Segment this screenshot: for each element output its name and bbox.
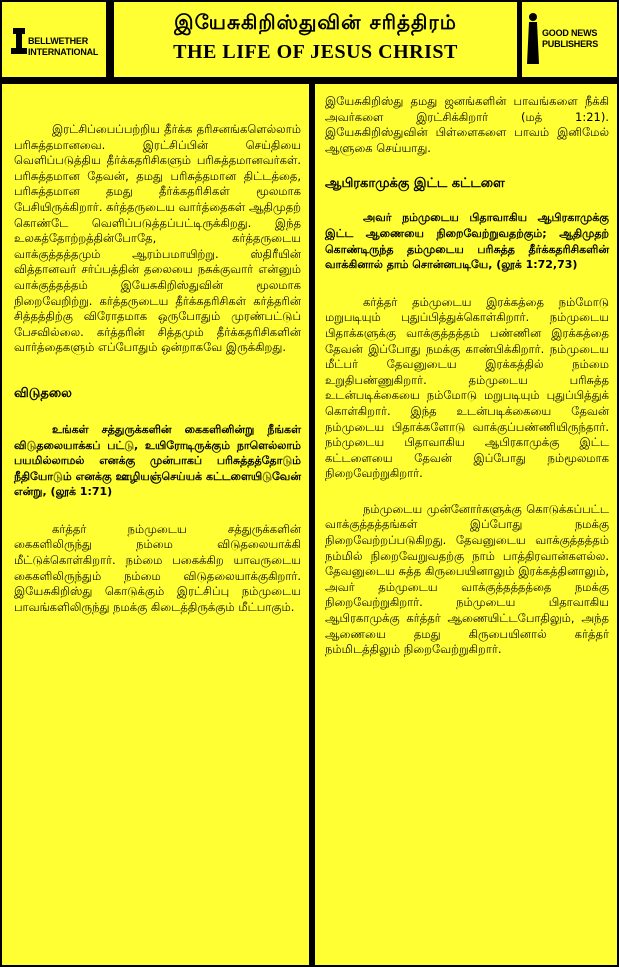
logo-left-line1: BELLWETHER [28,36,88,46]
good-news-logo [522,2,617,77]
right-column [315,84,617,965]
promises-paragraph: நம்முடைய முன்னோர்களுக்கு கொடுக்கப்பட்ட வாக்குத்தத்தங்கள் இப்போது நமக்கு நிறைவேற்றப்படுகிறது. தேவனுடைய வாக்குத்தத்தம் நம்மில் நிறைவேறுவதற்கு நாம் பாத்திரவான்களல்ல. தேவனுடைய சுத்த கிருபையினாலும் இரக்கத்தினாலும், அவர் தம்முடைய வாக்குத்தத்தத்தை நமக்கு நிறைவேற்றுகிறார். நம்முடைய பிதாவாகிய ஆபிரகாமுக்கு கர்த்தர் ஆணையிட்டபோதிலும், அந்த ஆணையை தமது கிருபையினால் கர்த்தர் நம்மிடத்திலும் நிறைவேற்றுகிறார். [325,501,609,657]
bellwether-logo [2,2,106,77]
bellwether-lamb-icon [10,26,28,56]
covenant-paragraph: கர்த்தர் தம்முடைய இரக்கத்தை நம்மோடு மறுபடியும் புதுப்பித்துக்கொள்கிறார். நம்முடைய பிதாக்களுக்கு வாக்குத்தத்தம் பண்ணின இரக்கத்தை தேவன் இப்போது நமக்கு காண்பிக்கிறார். நம்முடைய மீட்பர் தேவனுடைய இரக்கத்தில் நம்மை உறுதிபண்ணுகிறார். தம்முடைய பரிசுத்த உடன்படிக்கையை நம்மோடு மறுபடியும் புதுப்பித்துக் கொள்கிறார். இந்த உடன்படிக்கையை தேவன் நம்முடைய பிதாக்களோடு வாக்குப்பண்ணியிருந்தார். நம்முடைய பிதாவாகிய ஆபிரகாமுக்கு இட்ட கட்டளையை தேவன் இப்போது நம்மூலமாக நிறைவேற்றுகிறார். [325,294,609,481]
section-heading-abraham-covenant: ஆபிரகாமுக்கு இட்ட கட்டளை [325,176,505,192]
section-heading-deliverance: விடுதலை [14,385,72,401]
logo-right-line1: GOOD NEWS [542,28,598,38]
page-header [114,2,517,77]
scripture-quote-luke-1-72-73: அவர் நம்முடைய பிதாவாகிய ஆபிரகாமுக்கு இட்ட ஆணையை நிறைவேற்றுவதற்கும்; ஆதிமுதற் கொண்டிருந்த தம்முடைய பரிசுத்த தீர்க்கதரிசிகளின் வாக்கினால் தாம் சொன்னபடியே, (லூக் 1:72,73) [325,211,609,272]
angel-trumpet-icon [526,12,540,68]
continued-paragraph: இயேசுகிறிஸ்து தமது ஜனங்களின் பாவங்களை நீக்கி அவர்களை இரட்சிக்கிறார் (மத் 1:21). இயேசுகிறிஸ்துவின் பிள்ளைகளை பாவம் இனிமேல் ஆளுகை செய்யாது. [325,94,609,155]
left-column [2,84,309,965]
logo-right-line2: PUBLISHERS [542,39,599,49]
scripture-quote-luke-1-71: உங்கள் சத்துருக்களின் கைகளினின்று நீங்கள் விடுதலையாக்கப் பட்டு, உயிரோடிருக்கும் நாளெல்லாம் பயமில்லாமல் எனக்கு முன்பாகப் பரிசுத்தத்தோடும் நீதியோடும் எனக்கு ஊழியஞ்செய்யக் கட்டளையிடுவேன் என்று, (லூக் 1:71) [14,422,301,499]
deliverance-paragraph: கர்த்தர் நம்முடைய சத்துருக்களின் கைகளிலிருந்து நம்மை விடுதலையாக்கி மீட்டுக்கொள்கிறார். நம்மை பகைக்கிற யாவருடைய கைகளிலிருந்தும் நம்மை விடுதலையாக்குகிறார். இயேசுகிறிஸ்து கொடுக்கும் இரட்சிப்பு நம்முடைய பாவங்களிலிருந்து நமக்கு கிடைத்திருக்கும் மீட்பாகும். [14,521,301,614]
intro-paragraph: இரட்சிப்பைப்பற்றிய தீர்க்க தரிசனங்களெல்லாம் பரிசுத்தமானவை. இரட்சிப்பின் செய்தியை வெளிப்படுத்திய தீர்க்கதரிசிகளும் பரிசுத்தமானவர்கள். பரிசுத்தமான தேவன், தமது பரிசுத்தமான திட்டத்தை, பரிசுத்தமான தமது தீர்க்கதரிசிகள் மூலமாக பேசியிருக்கிறார். கர்த்தருடைய வார்த்தைகள் ஆதிமுதற் கொண்டே வெளிப்படுத்தப்பட்டிருக்கிறது. இந்த உலகத்தோற்றத்தின்போதே, கர்த்தருடைய வாக்குத்தத்தமும் ஆரம்பமாயிற்று. ஸ்திரீயின் வித்தானவர் சர்ப்பத்தின் தலையை நசுக்குவார் என்னும் வாக்குத்தத்தம் இயேசுகிறிஸ்துவின் மூலமாக நிறைவேறிற்று. கர்த்தருடைய தீர்க்கதரிசிகள் கர்த்தரின் சித்தத்திற்கு விரோதமாக ஒருபோதும் முரண்பட்டுப் பேசவில்லை. கர்த்தரின் சித்தமும் தீர்க்கதரிசிகளின் வார்த்தைகளும் எப்போதும் ஒன்றாகவே இருக்கிறது. [14,122,302,355]
logo-left-line2: INTERNATIONAL [28,47,99,57]
title-english: THE LIFE OF JESUS CHRIST [173,41,458,63]
title-tamil: இயேசுகிறிஸ்துவின் சரித்திரம் [174,10,457,34]
